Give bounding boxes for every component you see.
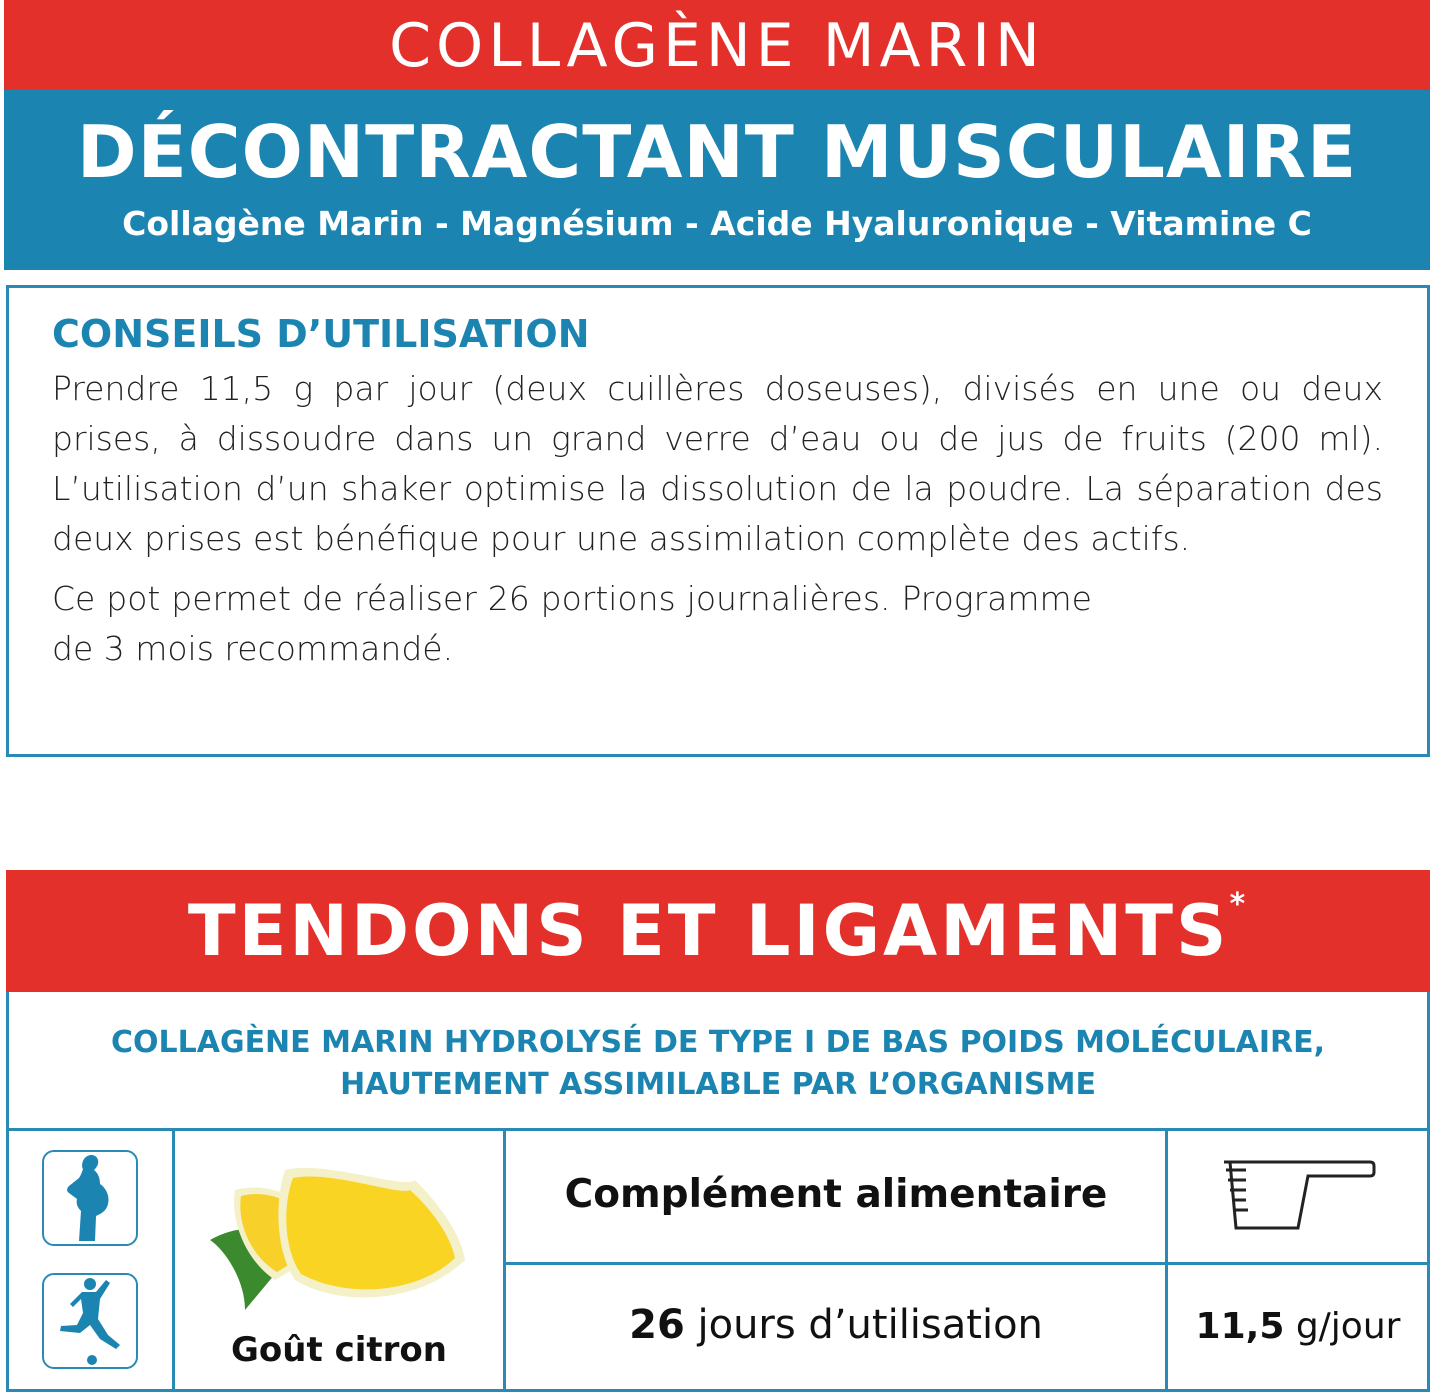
subtitle-line: COLLAGÈNE MARIN HYDROLYSÉ DE TYPE I DE BAS POIDS MOLÉCULAIRE, [110,1025,1326,1060]
measuring-scoop-icon [1220,1158,1376,1238]
usage-heading: CONSEILS D’UTILISATION [52,312,590,356]
asterisk: * [1229,887,1249,922]
benefit-title: TENDONS ET LIGAMENTS [187,890,1230,972]
benefit-subtitle [6,1022,1430,1106]
brand-banner [4,0,1430,90]
divider [6,1128,1430,1131]
daily-dose [1168,1306,1428,1347]
divider [505,1262,1430,1265]
product-type: Complément alimentaire [564,1172,1108,1217]
product-title: DÉCONTRACTANT MUSCULAIRE [76,110,1358,194]
sport-icon [42,1273,138,1369]
usage-paragraph: Prendre 11,5 g par jour (deux cuillères doseuses), divisés en une ou deux prises, à dissoudre dans un grand verre d’eau ou de jus de fruits (200 ml). L’utilisation d’un shaker optimise la dissolution de la poudre. La séparation des deux prises est bénéfique pour une assimilation complète des actifs. [52,369,1383,558]
usage-days [506,1302,1166,1348]
ingredients-line: Collagène Marin - Magnésium - Acide Hyaluronique - Vitamine C [122,204,1312,243]
portions-paragraph: Ce pot permet de réaliser 26 portions journalières. Programme de 3 mois recommandé. [52,579,1092,668]
days-label: jours d’utilisation [684,1302,1043,1348]
benefit-banner [6,870,1430,992]
usage-box [6,285,1430,757]
title-banner [4,90,1430,270]
dose-number: 11,5 [1195,1306,1285,1347]
divider [1165,1128,1168,1392]
lemon-image [205,1160,470,1324]
days-number: 26 [629,1302,685,1348]
brand-name: COLLAGÈNE MARIN [389,11,1045,81]
flavor-label: Goût citron [231,1330,447,1370]
divider [503,1128,506,1392]
pregnancy-icon [42,1150,138,1246]
dose-unit: g/jour [1284,1306,1401,1347]
subtitle-line: HAUTEMENT ASSIMILABLE PAR L’ORGANISME [340,1067,1096,1102]
